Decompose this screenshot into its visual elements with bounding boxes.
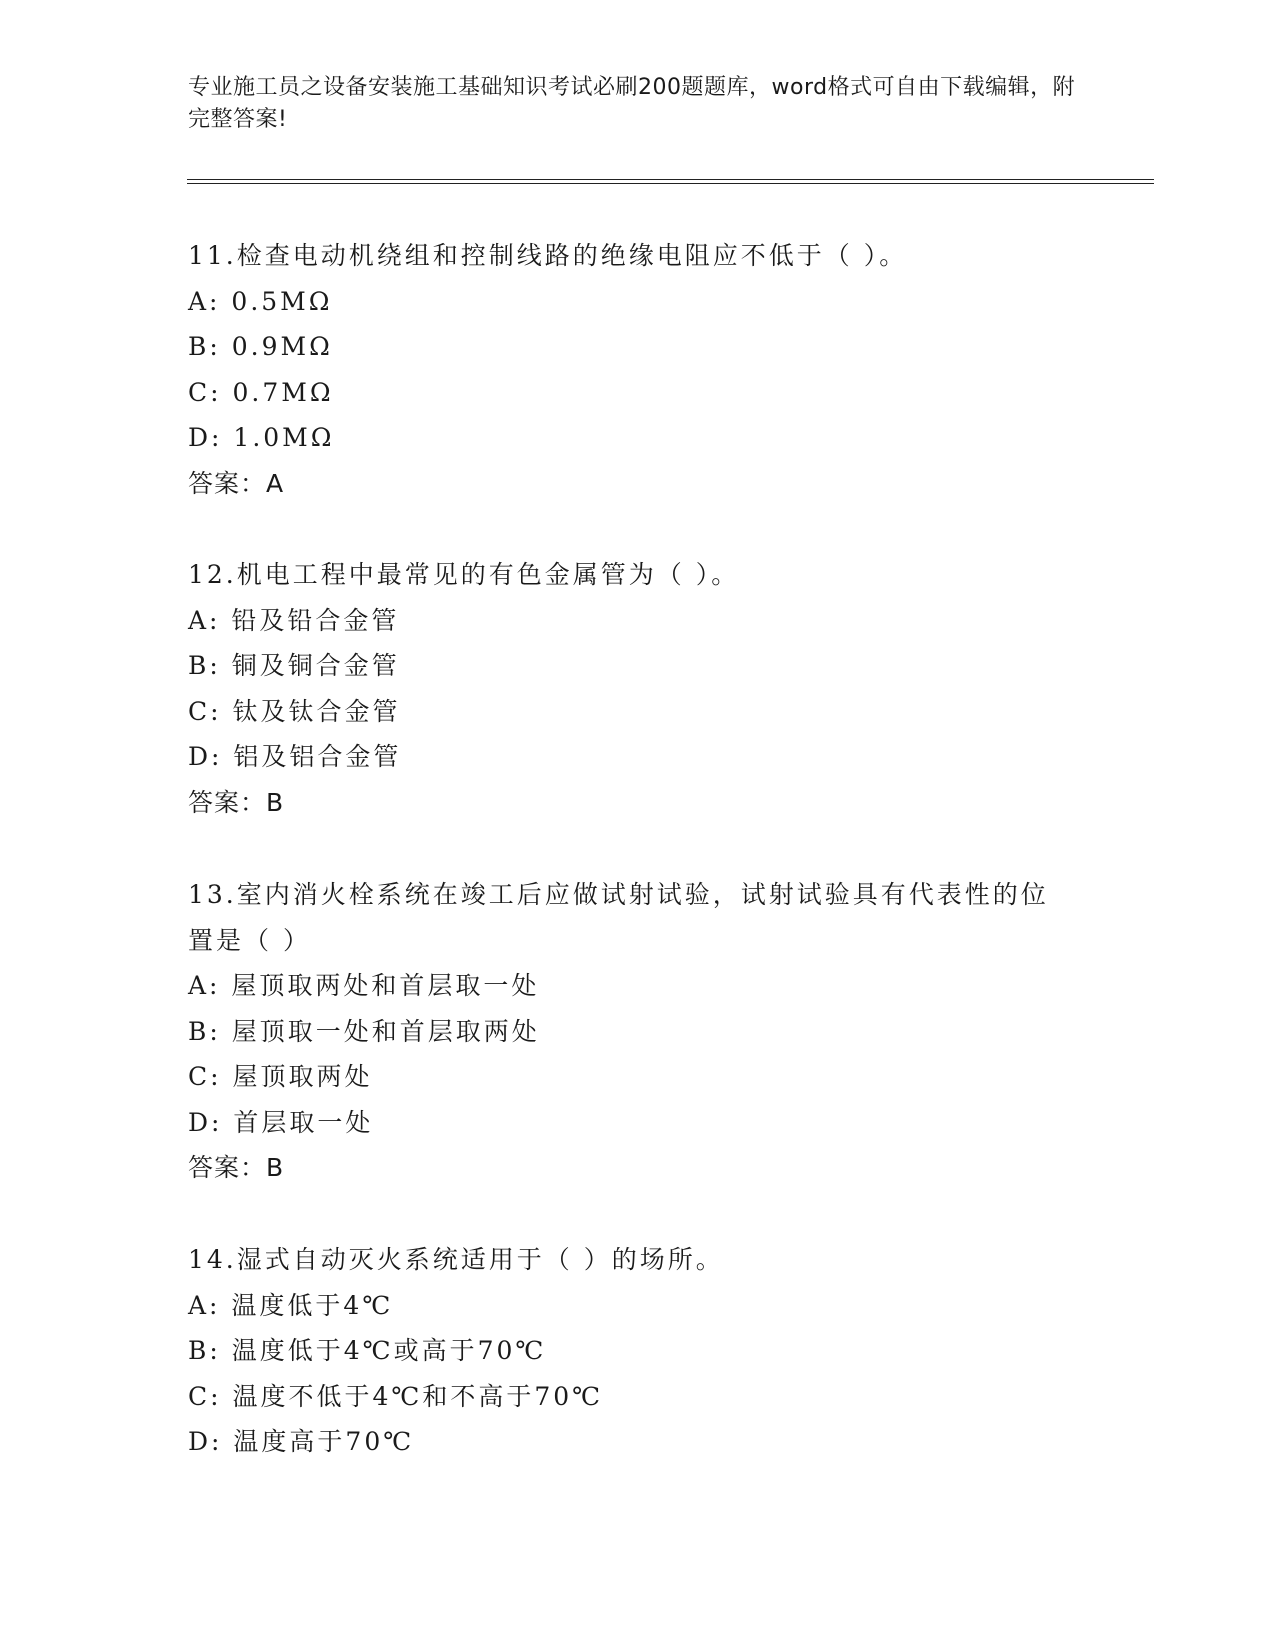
question-stem: 13.室内消火栓系统在竣工后应做试射试验，试射试验具有代表性的位置是（ ）: [188, 880, 1049, 955]
option-c: C: 钛及钛合金管: [188, 696, 401, 726]
answer: 答案：B: [188, 1153, 285, 1182]
option-a: A: 屋顶取两处和首层取一处: [188, 971, 540, 1000]
option-b: B: 铜及铜合金管: [188, 651, 400, 680]
option-c: C: 屋顶取两处: [188, 1062, 373, 1091]
question-stem: 11.检查电动机绕组和控制线路的绝缘电阻应不低于（ ）。: [188, 241, 908, 270]
question-11: [188, 233, 1088, 506]
option-c: C: 温度不低于4℃和不高于70℃: [188, 1381, 604, 1411]
question-12: [188, 552, 1088, 825]
question-stem: 14.湿式自动灭火系统适用于（ ）的场所。: [188, 1245, 724, 1274]
option-b: B: 0.9MΩ: [188, 332, 333, 361]
option-d: D: 1.0MΩ: [188, 423, 335, 452]
answer: 答案：A: [188, 468, 285, 498]
header-divider-top: [187, 179, 1154, 180]
option-a: A: 铅及铅合金管: [188, 605, 400, 635]
option-a: A: 温度低于4℃: [188, 1290, 394, 1320]
question-stem: 12.机电工程中最常见的有色金属管为（ ）。: [188, 560, 740, 589]
question-13: [188, 872, 1088, 1191]
question-14: [188, 1237, 1088, 1465]
option-c: C: 0.7MΩ: [188, 377, 334, 407]
option-d: D: 首层取一处: [188, 1107, 374, 1137]
option-a: A: 0.5MΩ: [188, 286, 333, 316]
option-d: D: 铝及铝合金管: [188, 742, 402, 771]
option-b: B: 屋顶取一处和首层取两处: [188, 1016, 540, 1046]
answer: 答案：B: [188, 787, 285, 817]
option-d: D: 温度高于70℃: [188, 1427, 415, 1456]
option-b: B: 温度低于4℃或高于70℃: [188, 1336, 547, 1365]
document-header: 专业施工员之设备安装施工基础知识考试必刷200题题库，word格式可自由下载编辑，附完整答案!: [188, 75, 1076, 132]
header-divider-bottom: [187, 183, 1154, 184]
